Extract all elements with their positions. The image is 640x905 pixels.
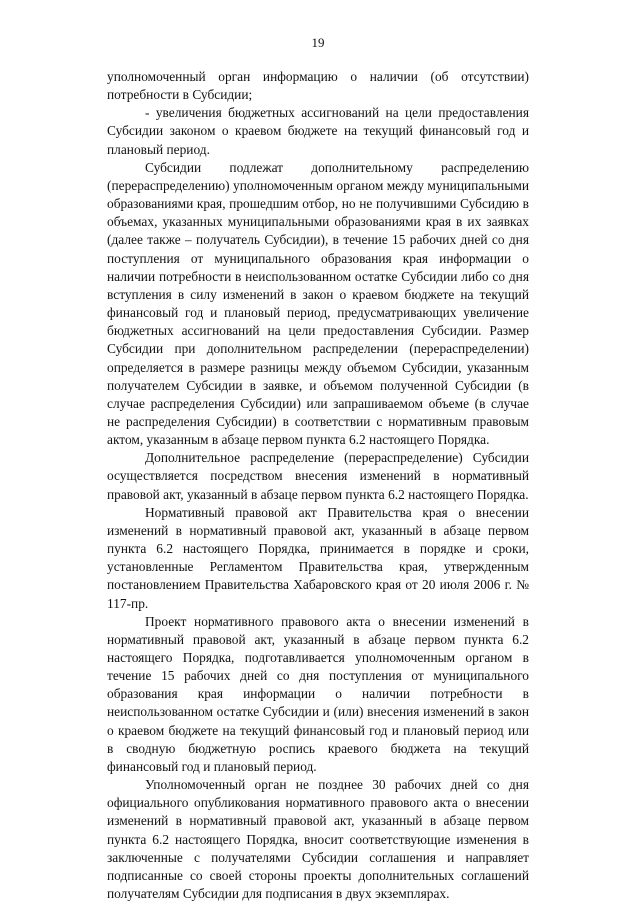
paragraph-authorized-body: Уполномоченный орган не позднее 30 рабочих дней со дня официального опубликования нормативного правового акта о внесении изменений в нормативный правовой акт, указанный в абзаце первом пункта 6.2 настоящего Порядка, вносит соответствующие изменения в заключенные с получателями Субсидии соглашения и направляет подписанные со своей стороны проекты дополнительных соглашений получателям Субсидии для подписания в двух экземплярах. [107, 777, 529, 902]
paragraph-continuation: уполномоченный орган информацию о наличии (об отсутствии) потребности в Субсидии; [107, 69, 529, 103]
paragraph-additional-distribution: Дополнительное распределение (перераспределение) Субсидии осуществляется посредством внесения изменений в нормативный правовой акт, указанный в абзаце первом пункта 6.2 настоящего Порядка. [107, 450, 529, 502]
paragraph-draft-act: Проект нормативного правового акта о внесении изменений в нормативный правовой акт, указанный в абзаце первом пункта 6.2 настоящего Порядка, подготавливается уполномоченным органом в течение 15 рабочих дней со дня поступления от муниципального образования края информации о наличии потребности в неиспользованном остатке Субсидии и (или) внесения изменений в закон о краевом бюджете на текущий финансовый год и плановый период или в сводную бюджетную роспись краевого бюджета на текущий финансовый год и плановый период. [107, 613, 529, 774]
paragraph-budget-increase: - увеличения бюджетных ассигнований на цели предоставления Субсидии законом о краевом бюджете на текущий финансовый год и плановый период. [107, 105, 529, 157]
document-page [107, 34, 529, 903]
page-number: 19 [311, 35, 325, 50]
paragraph-government-act: Нормативный правовой акт Правительства края о внесении изменений в нормативный правовой акт, указанный в абзаце первом пункта 6.2 настоящего Порядка, принимается в порядке и сроки, установленные Регламентом Правительства края, утвержденным постановлением Правительства Хабаровского края от 20 июля 2006 г. № 117-пр. [107, 504, 529, 611]
paragraph-redistribution: Субсидии подлежат дополнительному распределению (перераспределению) уполномоченным органом между муниципальными образованиями края, прошедшим отбор, но не получившими Субсидию в объемах, указанных муниципальными образованиями края в их заявках (далее также – получатель Субсидии), в течение 15 рабочих дней со дня поступления от муниципального образования края информации о наличии потребности в неиспользованном остатке Субсидии либо со дня вступления в силу изменений в закон о краевом бюджете на текущий финансовый год и плановый период, предусматривающих увеличение бюджетных ассигнований на цели предоставления Субсидии. Размер Субсидии при дополнительном распределении (перераспределении) определяется в размере разницы между объемом Субсидии, указанным получателем Субсидии в заявке, и объемом полученной Субсидии (в случае распределения Субсидии) или запрашиваемом объеме (в случае не распределения Субсидии) в соответствии с нормативным правовым актом, указанным в абзаце первом пункта 6.2 настоящего Порядка. [107, 159, 529, 448]
